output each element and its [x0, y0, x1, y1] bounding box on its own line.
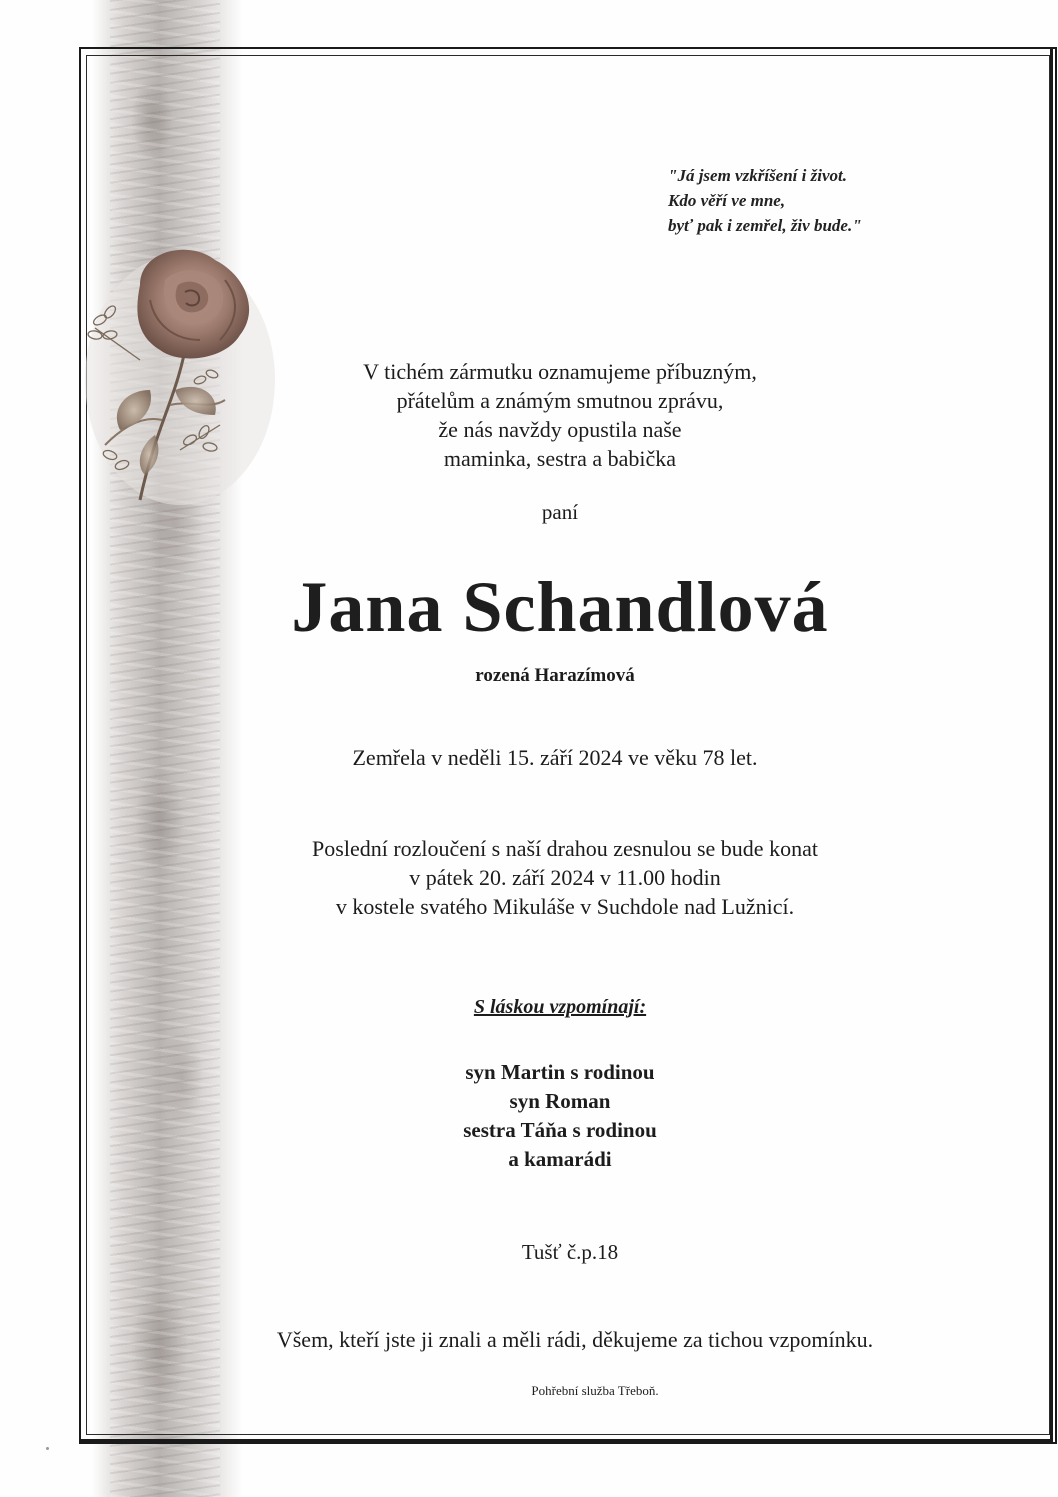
announcement-line: maminka, sestra a babička [443, 446, 677, 471]
quote-line: Kdo věří ve mne, [668, 191, 786, 210]
quote-line: byť pak i zemřel, živ bude." [668, 216, 862, 235]
thanks-text: Všem, kteří jste ji znali a měli rádi, děkujeme za tichou vzpomínku. [276, 1327, 874, 1352]
address: Tušť č.p.18 [521, 1240, 619, 1264]
mourner-item: syn Roman [509, 1089, 611, 1113]
farewell-line: v kostele svatého Mikuláše v Suchdole nad Lužnicí. [335, 894, 795, 919]
quote-line: "Já jsem vzkříšení i život. [668, 166, 847, 185]
farewell-line: v pátek 20. září 2024 v 11.00 hodin [409, 865, 721, 890]
mourner-item: sestra Táňa s rodinou [463, 1118, 657, 1142]
announcement-line: že nás navždy opustila naše [438, 417, 682, 442]
deceased-name: Jana Schandlová [291, 567, 829, 647]
funeral-agency: Pohřební služba Třeboň. [531, 1383, 659, 1398]
mourner-item: a kamarádi [508, 1147, 612, 1171]
death-notice: Zemřela v neděli 15. září 2024 ve věku 78 let. [352, 745, 758, 770]
scan-speck [46, 1447, 49, 1450]
mourners-list [400, 1058, 720, 1174]
mourner-item: syn Martin s rodinou [465, 1060, 655, 1084]
announcement-text [250, 357, 870, 473]
announcement-line: V tichém zármutku oznamujeme příbuzným, [363, 359, 757, 384]
announcement-line: přátelům a známým smutnou zprávu, [396, 388, 724, 413]
mourners-heading: S láskou vzpomínají: [473, 996, 647, 1018]
maiden-name: rozená Harazímová [475, 665, 635, 686]
honorific: paní [541, 500, 579, 524]
bible-quote [668, 163, 862, 238]
farewell-line: Poslední rozloučení s naší drahou zesnulou se bude konat [312, 836, 818, 861]
farewell-info [220, 834, 910, 921]
